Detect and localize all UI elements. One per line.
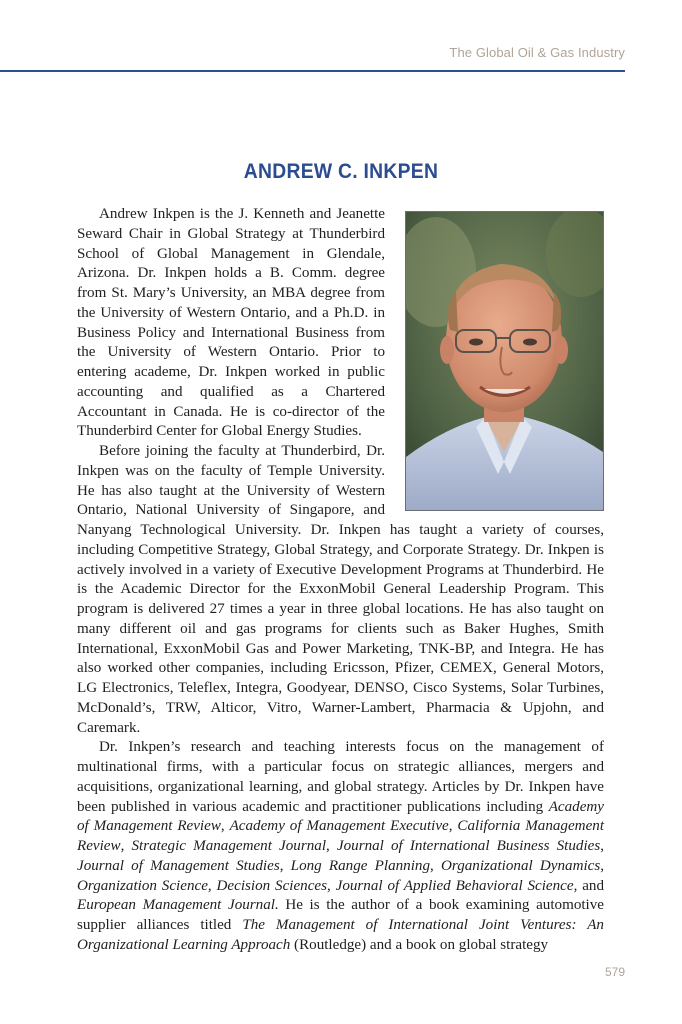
- publication-title: California Management Review: [77, 818, 605, 854]
- text-run: ,: [327, 877, 336, 894]
- publication-title: Decision Sciences: [216, 877, 327, 894]
- publication-title: Strategic Management Journal: [131, 838, 327, 854]
- publication-title: Academy of Management Executive: [229, 818, 449, 835]
- publication-title: Journal of International Business Studies: [336, 838, 601, 854]
- text-run: Andrew Inkpen is the J. Kenneth and Jeanette Seward Chair in Global Strategy at Thunderbird School of Global Management in Glendale, Arizona. Dr. Inkpen holds a B. Comm. degree from St. Mary’s University, an MBA degree from the University of Western Ontario, and a Ph.D. in Business Policy and International Business from the University of Western Ontario. Prior to entering academe, Dr. Inkpen worked in public accounting and qualified as a Chartered Accountant in Canada. He is co-director of the Thunderbird Center for Global Energy Studies.: [77, 206, 385, 440]
- text-run: , and: [573, 877, 605, 894]
- running-head: The Global Oil & Gas Industry: [449, 45, 625, 60]
- text-run: ,: [279, 857, 291, 874]
- header-rule: [0, 70, 625, 72]
- text-run: ,: [120, 838, 132, 854]
- publication-title: European Management Journal.: [77, 897, 279, 914]
- text-run: ,: [430, 857, 441, 874]
- publication-title: The Management of International Joint Ventures: An Organizational Learning Approach: [77, 917, 604, 953]
- page-number: 579: [604, 965, 625, 979]
- text-run: ,: [326, 838, 337, 854]
- author-portrait-icon: [406, 212, 603, 510]
- author-photo: [405, 211, 604, 511]
- publication-title: Organizational Dynamics: [441, 857, 601, 874]
- text-run: ,: [448, 818, 458, 835]
- text-run: (Routledge) and a book on global strategy: [290, 936, 549, 953]
- publication-title: Journal of Applied Behavioral Science: [335, 877, 574, 894]
- text-run: ,: [600, 857, 605, 874]
- publication-title: Academy of Management Review: [77, 798, 604, 835]
- publication-title: Journal of Management Studies: [77, 857, 280, 874]
- text-run: ,: [220, 818, 230, 835]
- text-run: He is the author of a book examining automotive supplier alliances titled: [77, 897, 604, 933]
- text-run: Before joining the faculty at Thunderbird, Dr. Inkpen was on the faculty of Temple University. He has also taught at the University of Western Ontario, National University of Singapore, and Nanyang Technological University. Dr. Inkpen has taught a variety of courses, including Competitive Strategy, Global Strategy, and Corporate Strategy. Dr. Inkpen is actively involved in a variety of Executive Development Programs at Thunderbird. He is the Academic Director for the ExxonMobil General Leadership Program. This program is delivered 27 times a year in three global locations. He has also taught on many different oil and gas programs for clients such as Baker Hughes, Smith International, ExxonMobil Gas and Power Marketing, TNK-BP, and Integra. He has also worked other companies, including Ericsson, Pfizer, CEMEX, General Motors, LG Electronics, Teleflex, Integra, Goodyear, DENSO, Cisco Systems, Solar Turbines, McDonald’s, TRW, Alticor, Vitro, Warner-Lambert, Pharmacia & Upjohn, and Caremark.: [77, 443, 604, 736]
- publication-title: Long Range Planning: [290, 857, 431, 874]
- bio-paragraph: [77, 738, 604, 955]
- text-run: ,: [207, 877, 217, 894]
- biography-body: [77, 205, 604, 956]
- page-title: ANDREW C. INKPEN: [243, 160, 439, 184]
- publication-title: Organization Science: [77, 877, 208, 894]
- text-run: ,: [600, 838, 605, 854]
- text-run: Dr. Inkpen’s research and teaching interests focus on the management of multinational firms, with a particular focus on strategic alliances, mergers and acquisitions, organizational learning, and global strategy. Articles by Dr. Inkpen have been published in various academic and practitioner publications including: [77, 739, 604, 815]
